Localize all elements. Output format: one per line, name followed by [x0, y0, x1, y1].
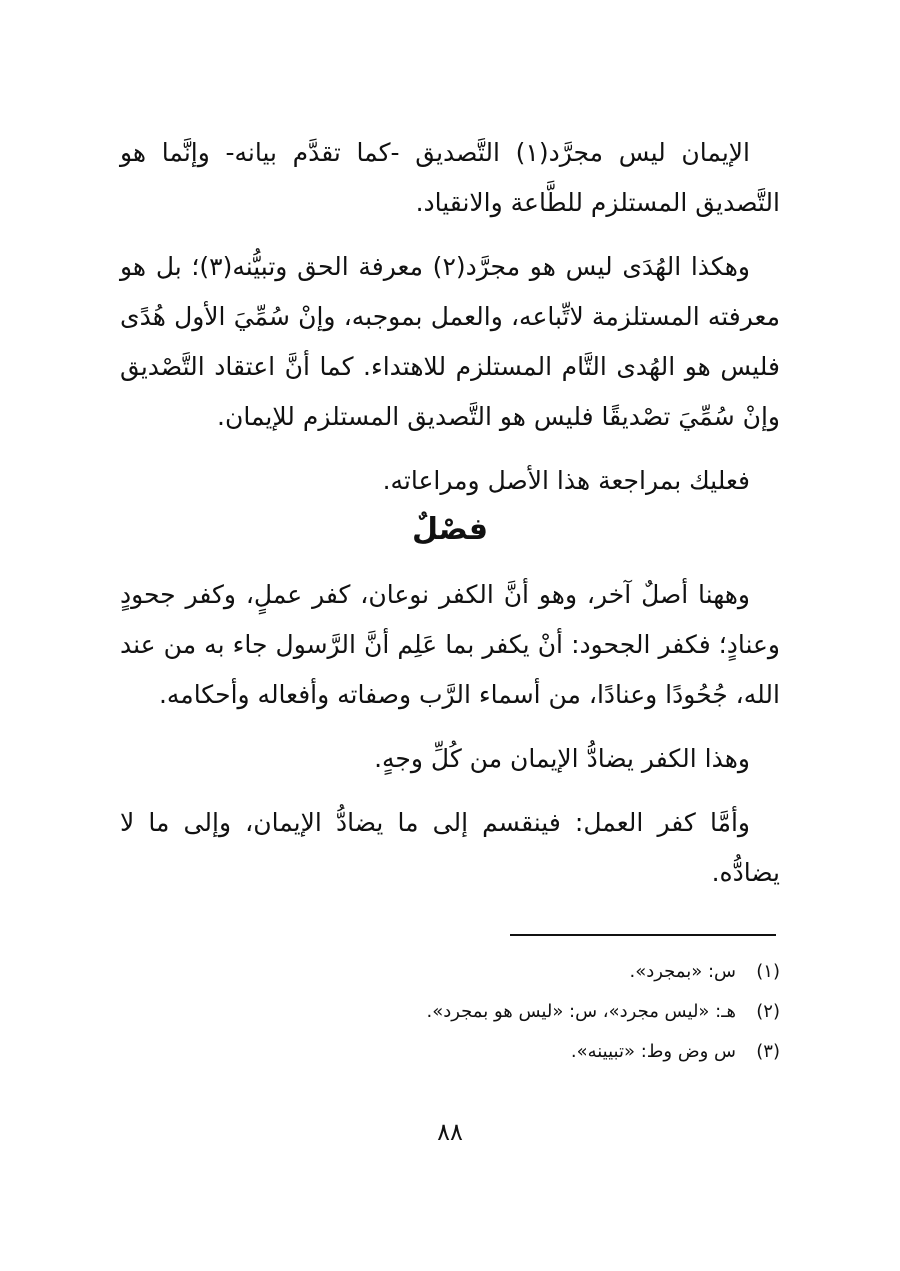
footnote-divider: [510, 934, 776, 936]
paragraph: وهذا الكفر يضادُّ الإيمان من كُلِّ وجهٍ.: [374, 744, 750, 773]
footnote-number: (٢): [756, 1001, 780, 1022]
paragraph: وأمَّا كفر العمل: فينقسم إلى ما يضادُّ الإيمان، وإلى ما لا يضادُّه.: [120, 808, 780, 887]
body-text-bottom: [120, 570, 780, 898]
paragraph: فعليك بمراجعة هذا الأصل ومراعاته.: [382, 466, 750, 495]
paragraph: وههنا أصلٌ آخر، وهو أنَّ الكفر نوعان، كفر عملٍ، وكفر جحودٍ وعنادٍ؛ فكفر الجحود: أنْ يكفر بما عَلِم أنَّ الرَّسول جاء به من عند الله، جُحُودًا وعنادًا، من أسماء الرَّب وصفاته وأفعاله وأحكامه.: [120, 580, 780, 709]
footnote-number: (١): [756, 961, 780, 982]
footnote: [120, 1032, 780, 1072]
section-heading: فصْلٌ: [412, 512, 488, 547]
footnote-text: س: «بمجرد».: [629, 961, 736, 982]
footnote: [120, 992, 780, 1032]
footnote-number: (٣): [756, 1041, 780, 1062]
body-text-top: [120, 128, 780, 506]
footnote-text: هـ: «ليس مجرد»، س: «ليس هو بمجرد».: [426, 1001, 736, 1022]
paragraph: وهكذا الهُدَى ليس هو مجرَّد(٢) معرفة الحق وتبيُّنه(٣)؛ بل هو معرفته المستلزمة لاتِّباعه، والعمل بموجبه، وإنْ سُمِّيَ الأول هُدًى فليس هو الهُدى التَّام المستلزم للاهتداء. كما أنَّ اعتقاد التَّصْديق وإنْ سُمِّيَ تصْديقًا فليس هو التَّصديق المستلزم للإيمان.: [120, 252, 780, 431]
page-number: ٨٨: [437, 1118, 463, 1146]
paragraph: الإيمان ليس مجرَّد(١) التَّصديق -كما تقدَّم بيانه- وإنَّما هو التَّصديق المستلزم للطَّاعة والانقياد.: [120, 138, 780, 217]
footnotes: [120, 952, 780, 1072]
footnote-text: س وض وط: «تبيينه».: [570, 1041, 736, 1062]
footnote: [120, 952, 780, 992]
